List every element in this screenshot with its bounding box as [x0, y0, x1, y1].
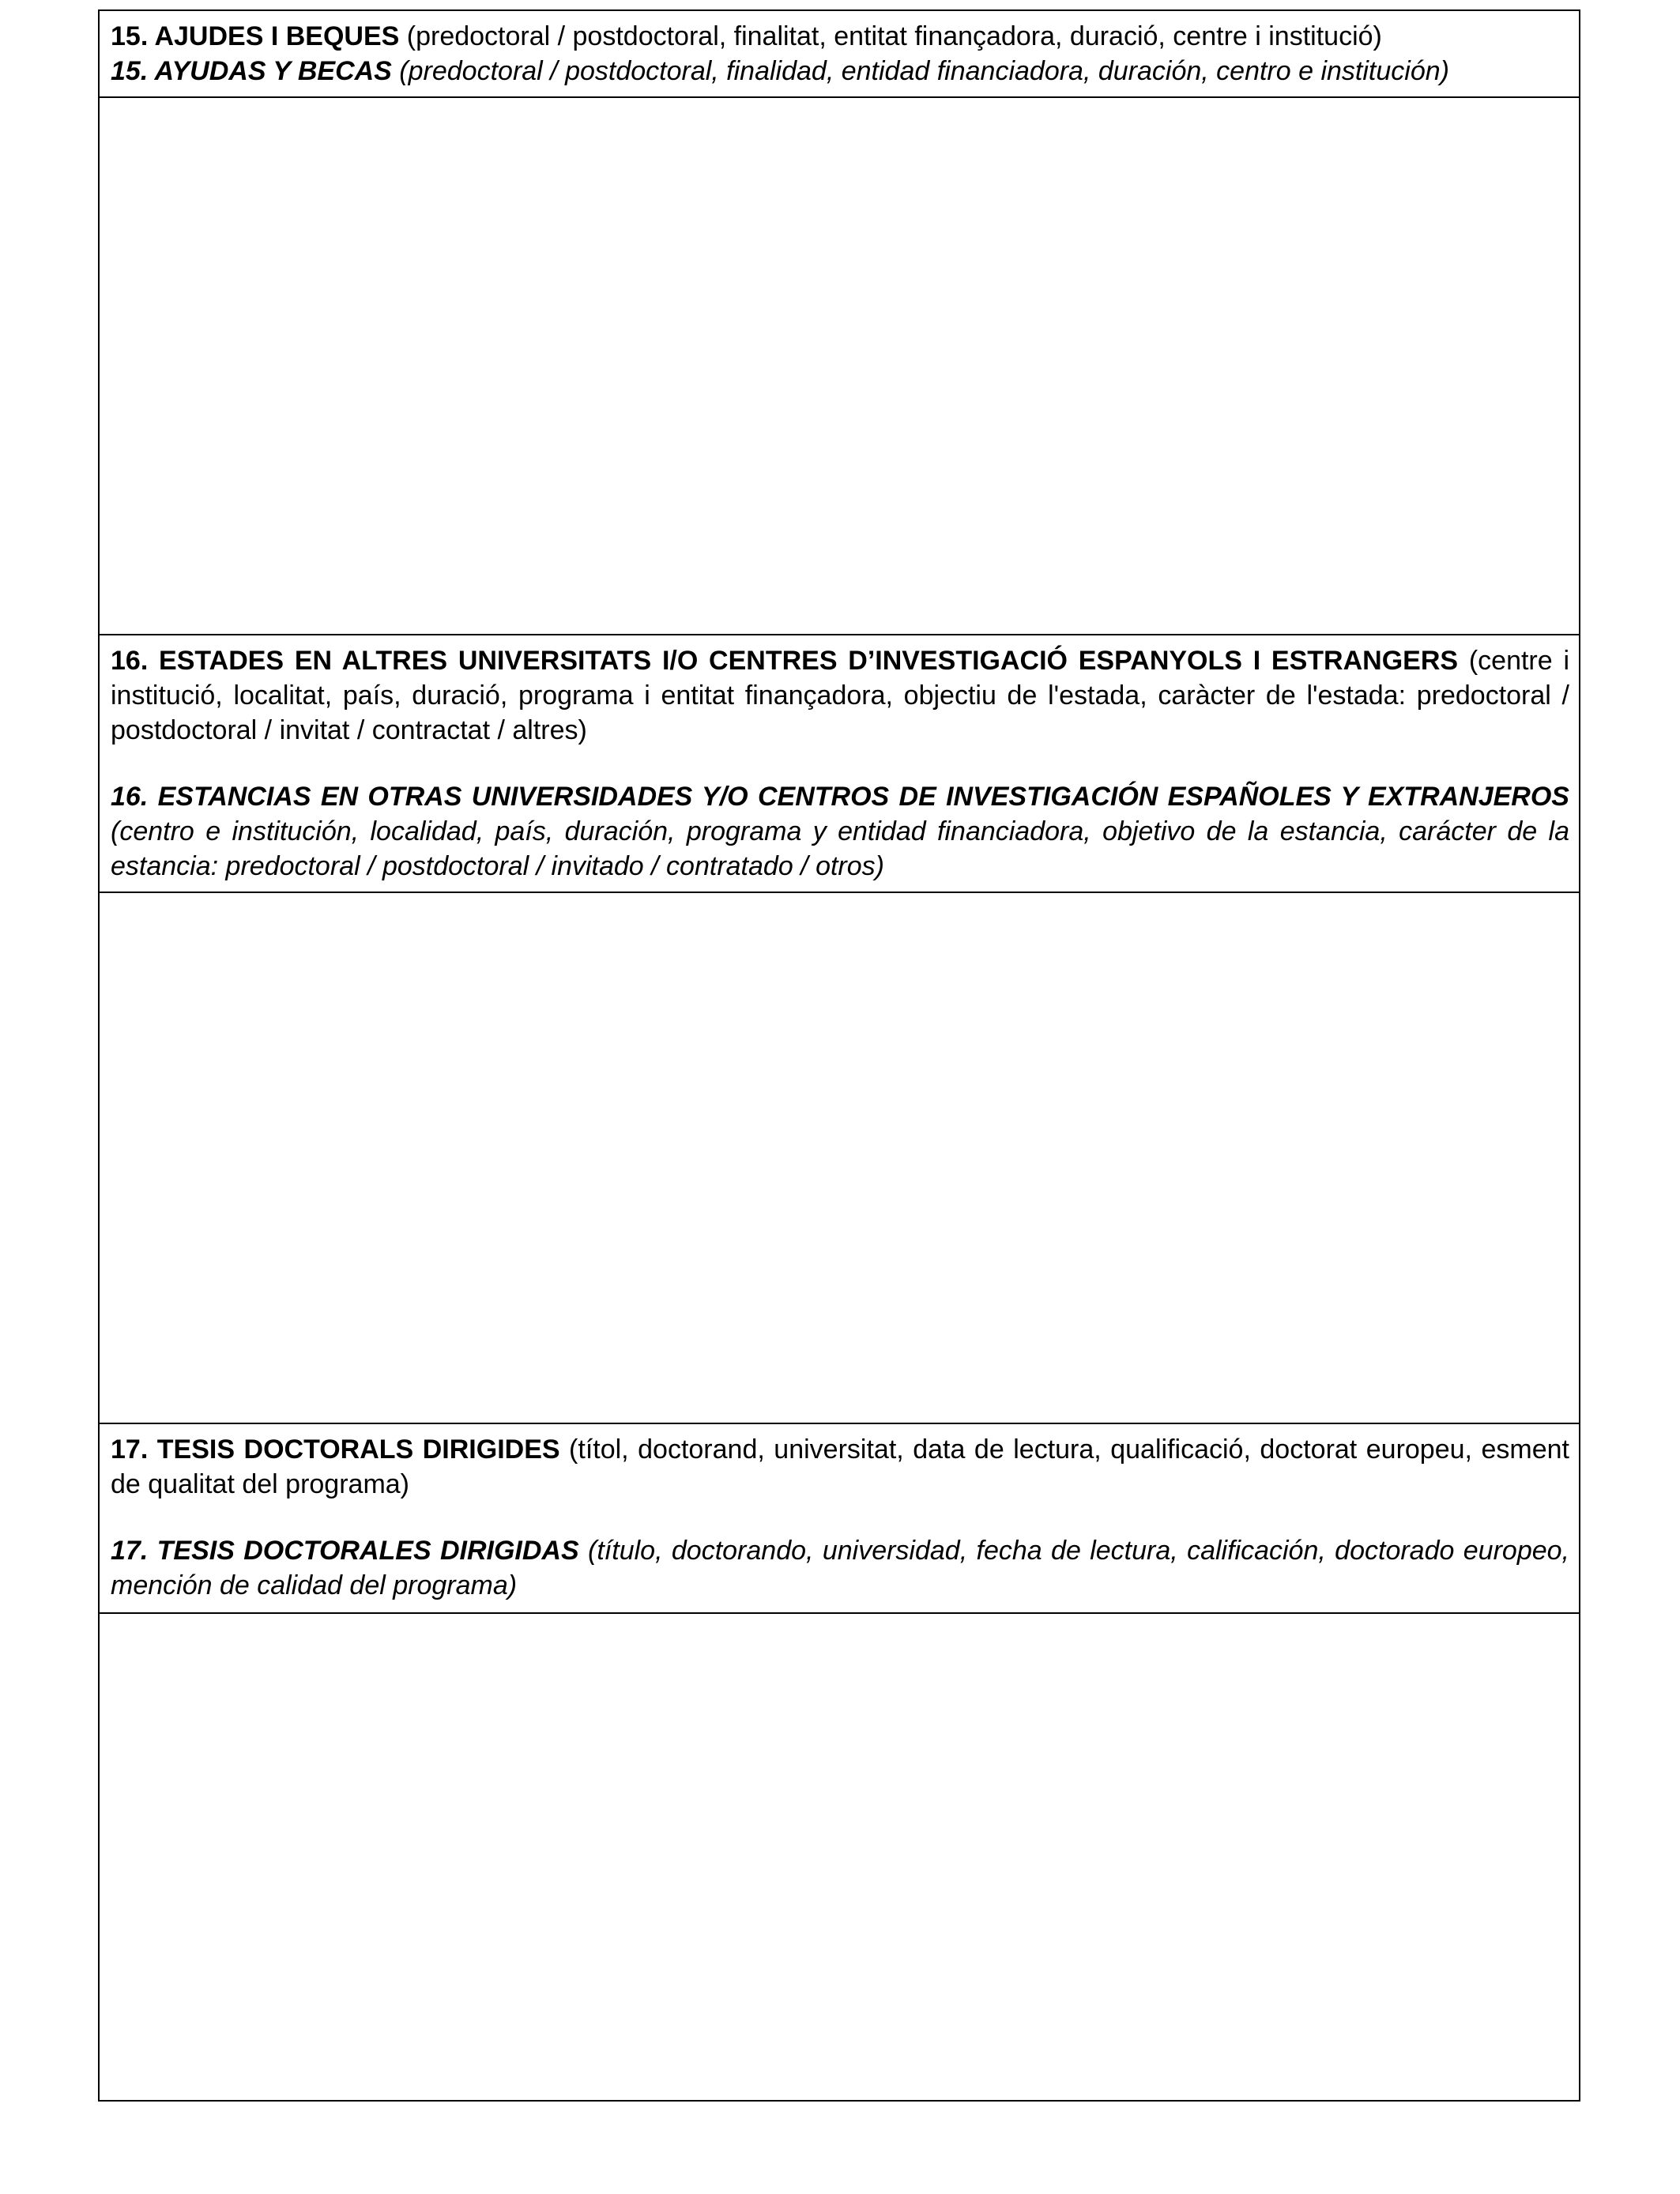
- section-17-catalan-title: 17. TESIS DOCTORALS DIRIGIDES: [111, 1434, 560, 1465]
- section-15-spanish-description: (predoctoral / postdoctoral, finalidad, entidad financiadora, duración, centro e institución): [391, 56, 1449, 86]
- section-15-spanish-heading: [111, 54, 1569, 89]
- section-16-answer-box[interactable]: [100, 893, 1579, 1424]
- section-16-spanish-title: 16. ESTANCIAS EN OTRAS UNIVERSIDADES Y/O CENTROS DE INVESTIGACIÓN ESPAÑOLES Y EXTRANJEROS: [111, 782, 1569, 812]
- section-16-spanish-heading: [111, 779, 1569, 884]
- section-17-spanish-title: 17. TESIS DOCTORALES DIRIGIDAS: [111, 1536, 579, 1566]
- section-16-catalan-heading: [111, 643, 1569, 748]
- cv-form-table: [98, 9, 1580, 2102]
- section-17-spanish-description: (título, doctorando, universidad, fecha de lectura, calificación, doctorado europeo, mención de calidad del programa): [111, 1536, 1569, 1600]
- section-17-catalan-heading: [111, 1432, 1569, 1502]
- section-17-answer-box[interactable]: [100, 1614, 1579, 2100]
- section-15-spanish-title: 15. AYUDAS Y BECAS: [111, 56, 392, 86]
- section-17-header: [100, 1424, 1579, 1614]
- section-17-spanish-heading: [111, 1533, 1569, 1603]
- section-16-header: [100, 635, 1579, 893]
- section-15-catalan-title: 15. AJUDES I BEQUES: [111, 21, 400, 51]
- section-16-catalan-title: 16. ESTADES EN ALTRES UNIVERSITATS I/O CENTRES D’INVESTIGACIÓ ESPANYOLS I ESTRANGERS: [111, 646, 1459, 676]
- section-16-spanish-description: (centro e institución, localidad, país, duración, programa y entidad financiadora, objetivo de la estancia, carácter de la estancia: predoctoral / postdoctoral / invitado / contratado / otros): [111, 816, 1569, 881]
- section-17-catalan-description: (títol, doctorand, universitat, data de lectura, qualificació, doctorat europeu, esment de qualitat del programa): [111, 1434, 1569, 1499]
- section-15-catalan-description: (predoctoral / postdoctoral, finalitat, entitat finançadora, duració, centre i institució): [399, 21, 1382, 51]
- section-15-header: [100, 11, 1579, 98]
- section-15-catalan-heading: [111, 19, 1569, 54]
- section-15-answer-box[interactable]: [100, 98, 1579, 635]
- section-16-catalan-description: (centre i institució, localitat, país, duració, programa i entitat finançadora, objectiu de l'estada, caràcter de l'estada: predoctoral / postdoctoral / invitat / contractat / altres): [111, 646, 1569, 745]
